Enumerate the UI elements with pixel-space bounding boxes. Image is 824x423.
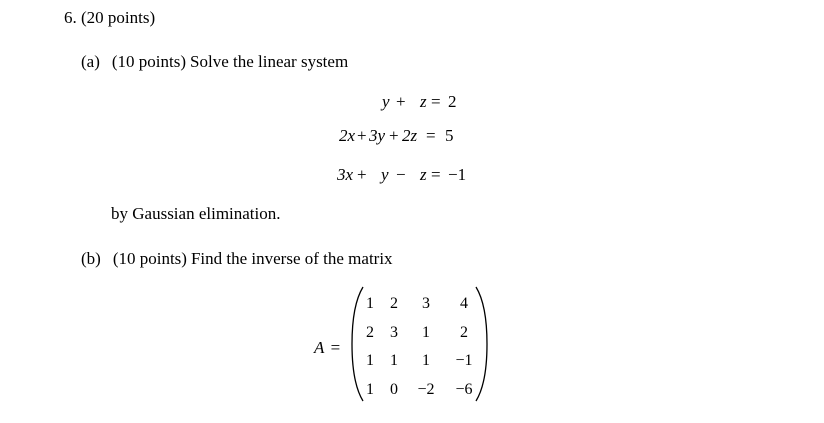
matrix-cell: 1 — [366, 381, 374, 398]
matrix-equals: = — [330, 338, 341, 357]
matrix-cell: 0 — [390, 381, 398, 398]
part-a-prompt — [81, 53, 348, 70]
matrix-name: A — [314, 338, 325, 357]
eq1-rhs: 2 — [448, 92, 457, 111]
equation-3 — [0, 166, 824, 186]
part-b-text: Find the inverse of the matrix — [190, 249, 393, 268]
part-b-label: (b) — [81, 249, 101, 268]
matrix-cell: 2 — [366, 324, 374, 341]
matrix-cell: 3 — [422, 295, 430, 312]
part-a-label: (a) — [81, 52, 100, 71]
question-header: 6. (20 points) — [64, 8, 156, 27]
eq3-op2: − — [396, 165, 406, 184]
eq3-term1: 3x — [337, 165, 354, 184]
equation-1 — [0, 93, 824, 113]
matrix-cell: 4 — [460, 295, 468, 312]
part-a-points: (10 points) — [111, 52, 187, 71]
eq3-term2: y — [381, 165, 389, 184]
eq2-term3: 2z — [402, 126, 418, 145]
matrix-cell: 1 — [366, 352, 374, 369]
matrix-cell: 3 — [390, 324, 398, 341]
eq3-term3: z — [420, 165, 427, 184]
part-a-method: by Gaussian elimination. — [111, 204, 281, 223]
matrix-lhs — [314, 339, 340, 356]
eq2-op1: + — [357, 126, 367, 145]
matrix-cell: 1 — [366, 295, 374, 312]
matrix-cell: 2 — [460, 324, 468, 341]
eq2-op2: + — [389, 126, 399, 145]
part-a-text: Solve the linear system — [190, 52, 349, 71]
equation-2 — [0, 127, 824, 147]
matrix-cell: −1 — [455, 352, 473, 369]
eq3-rhs: −1 — [448, 165, 467, 184]
matrix-cell: 1 — [422, 352, 430, 369]
eq2-rhs: 5 — [445, 126, 454, 145]
eq3-op1: + — [357, 165, 367, 184]
eq1-op2: + — [396, 92, 406, 111]
matrix-cell: 2 — [390, 295, 398, 312]
eq2-term1: 2x — [339, 126, 356, 145]
eq1-term2: y — [382, 92, 390, 111]
part-b-points: (10 points) — [112, 249, 187, 268]
eq2-equals: = — [426, 126, 436, 145]
matrix-cell: 1 — [422, 324, 430, 341]
matrix-cell: 1 — [390, 352, 398, 369]
part-b-prompt — [81, 250, 393, 267]
eq3-equals: = — [431, 165, 441, 184]
matrix-cell: −6 — [455, 381, 473, 398]
eq1-equals: = — [431, 92, 441, 111]
eq2-term2: 3y — [369, 126, 386, 145]
eq1-term3: z — [420, 92, 427, 111]
matrix-cell: −2 — [417, 381, 435, 398]
